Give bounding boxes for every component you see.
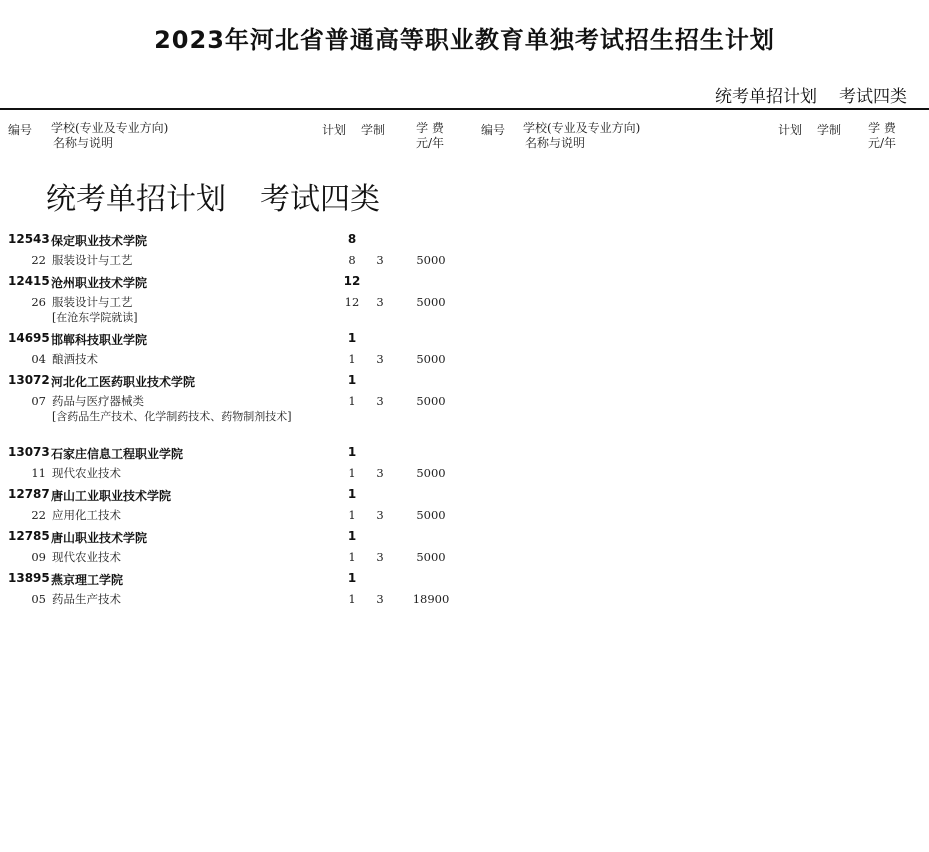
major-name: 服装设计与工艺 — [52, 253, 133, 267]
school-name: 唐山职业技术学院 — [51, 531, 148, 545]
school-plan-count: 1 — [347, 571, 357, 585]
major-row — [0, 463, 470, 484]
major-years: 3 — [376, 508, 384, 522]
major-fee: 5000 — [416, 394, 446, 408]
major-name-cell — [52, 295, 314, 325]
section-title-exam-category: 考试四类 — [260, 182, 380, 217]
major-plan-count: 1 — [348, 508, 356, 522]
major-code: 09 — [31, 550, 46, 564]
school-name: 石家庄信息工程职业学院 — [51, 447, 184, 461]
major-years: 3 — [376, 352, 384, 366]
major-row — [0, 547, 470, 568]
major-fee: 5000 — [416, 550, 446, 564]
major-plan-count: 1 — [348, 550, 356, 564]
major-name-cell — [52, 508, 314, 523]
major-name-cell — [52, 466, 314, 481]
header-years-left: 学制 — [361, 123, 386, 137]
major-name-cell — [52, 394, 314, 424]
school-plan-count: 1 — [347, 529, 357, 543]
school-row — [0, 526, 470, 547]
major-name: 酿酒技术 — [52, 352, 98, 366]
header-plan-right: 计划 — [778, 123, 803, 137]
school-plan-count: 12 — [343, 274, 361, 288]
school-code: 12787 — [8, 487, 50, 501]
school-row — [0, 328, 470, 349]
school-name: 唐山工业职业技术学院 — [51, 489, 172, 503]
school-code: 12785 — [8, 529, 50, 543]
major-name: 现代农业技术 — [52, 466, 121, 480]
major-row — [0, 349, 470, 370]
major-years: 3 — [376, 394, 384, 408]
school-code: 13073 — [8, 445, 50, 459]
school-name: 燕京理工学院 — [51, 573, 124, 587]
document-subtitle — [715, 82, 907, 107]
header-fee-right: 学 费 元/年 — [867, 121, 897, 150]
major-code: 22 — [31, 508, 46, 522]
header-plan-left: 计划 — [322, 123, 347, 137]
major-plan-count: 1 — [348, 394, 356, 408]
major-note: [含药品生产技术、化学制药技术、药物制剂技术] — [52, 410, 292, 423]
major-plan-count: 12 — [344, 295, 360, 309]
major-years: 3 — [376, 550, 384, 564]
school-row — [0, 370, 470, 391]
major-code: 22 — [31, 253, 46, 267]
header-school-left: 学校(专业及专业方向) 名称与说明 — [51, 121, 169, 150]
major-note: [在沧东学院就读] — [52, 311, 138, 324]
school-plan-count: 1 — [347, 487, 357, 501]
major-row — [0, 589, 470, 610]
major-name: 应用化工技术 — [52, 508, 121, 522]
school-code: 12415 — [8, 274, 50, 288]
major-name-cell — [52, 253, 314, 268]
subtitle-exam-category: 考试四类 — [839, 87, 907, 107]
major-name-cell — [52, 592, 314, 607]
major-code: 05 — [31, 592, 46, 606]
major-name: 药品生产技术 — [52, 592, 121, 606]
school-code: 13895 — [8, 571, 50, 585]
section-title-plan-type: 统考单招计划 — [46, 182, 226, 217]
school-plan-count: 1 — [347, 373, 357, 387]
major-fee: 5000 — [416, 352, 446, 366]
major-fee: 18900 — [412, 592, 450, 606]
major-row — [0, 292, 470, 328]
school-plan-count: 8 — [347, 232, 357, 246]
subtitle-plan-type: 统考单招计划 — [715, 87, 817, 107]
school-row — [0, 229, 470, 250]
major-name-cell — [52, 550, 314, 565]
school-plan-count: 1 — [347, 445, 357, 459]
section-title — [46, 174, 380, 218]
major-name: 药品与医疗器械类 — [52, 394, 144, 408]
major-row — [0, 250, 470, 271]
major-fee: 5000 — [416, 508, 446, 522]
major-code: 11 — [31, 466, 46, 480]
major-years: 3 — [376, 466, 384, 480]
school-name: 河北化工医药职业技术学院 — [51, 375, 196, 389]
header-top-rule — [0, 108, 929, 110]
major-name: 服装设计与工艺 — [52, 295, 133, 309]
major-years: 3 — [376, 295, 384, 309]
major-name: 现代农业技术 — [52, 550, 121, 564]
major-fee: 5000 — [416, 466, 446, 480]
school-row — [0, 568, 470, 589]
header-code-right: 编号 — [481, 123, 506, 137]
header-school-right: 学校(专业及专业方向) 名称与说明 — [523, 121, 641, 150]
school-code: 13072 — [8, 373, 50, 387]
major-years: 3 — [376, 592, 384, 606]
major-row — [0, 505, 470, 526]
school-name: 邯郸科技职业学院 — [51, 333, 148, 347]
school-name: 沧州职业技术学院 — [51, 276, 148, 290]
major-code: 04 — [31, 352, 46, 366]
major-code: 26 — [31, 295, 46, 309]
major-plan-count: 1 — [348, 592, 356, 606]
document-title: 2023年河北省普通高等职业教育单独考试招生招生计划 — [154, 26, 775, 54]
major-code: 07 — [31, 394, 46, 408]
header-fee-left: 学 费 元/年 — [415, 121, 445, 150]
major-plan-count: 8 — [348, 253, 356, 267]
school-code: 14695 — [8, 331, 50, 345]
major-plan-count: 1 — [348, 352, 356, 366]
enrollment-plan-table — [0, 229, 470, 610]
school-row — [0, 484, 470, 505]
major-row — [0, 391, 470, 442]
school-plan-count: 1 — [347, 331, 357, 345]
school-row — [0, 442, 470, 463]
school-code: 12543 — [8, 232, 50, 246]
major-years: 3 — [376, 253, 384, 267]
major-fee: 5000 — [416, 253, 446, 267]
major-fee: 5000 — [416, 295, 446, 309]
major-plan-count: 1 — [348, 466, 356, 480]
school-name: 保定职业技术学院 — [51, 234, 148, 248]
header-years-right: 学制 — [817, 123, 842, 137]
major-name-cell — [52, 352, 314, 367]
header-code-left: 编号 — [8, 123, 33, 137]
school-row — [0, 271, 470, 292]
